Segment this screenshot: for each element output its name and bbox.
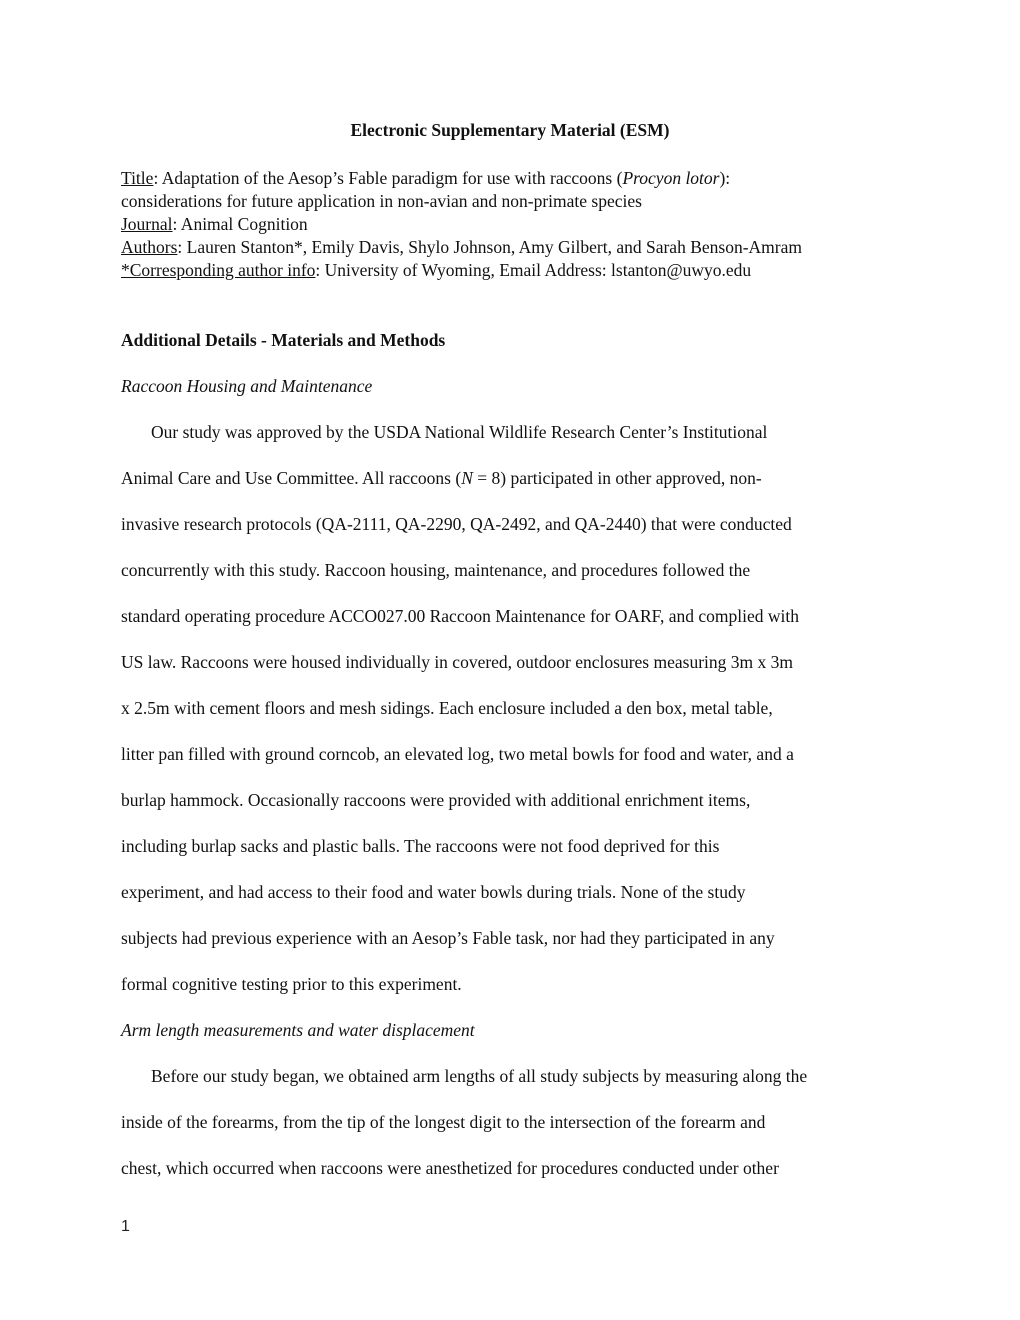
paragraph-line: experiment, and had access to their food and water bowls during trials. None of the study	[121, 882, 746, 902]
paragraph-line: burlap hammock. Occasionally raccoons were provided with additional enrichment items,	[121, 790, 751, 810]
paragraph-line: invasive research protocols (QA-2111, QA-2290, QA-2492, and QA-2440) that were conducted	[121, 514, 792, 534]
paragraph-line: Our study was approved by the USDA National Wildlife Research Center’s Institutional	[151, 422, 768, 442]
journal-line	[121, 213, 308, 235]
paragraph-line: subjects had previous experience with an Aesop’s Fable task, nor had they participated in any	[121, 928, 775, 948]
section-heading: Additional Details - Materials and Methods	[121, 330, 446, 350]
paragraph-text: Animal Care and Use Committee. All raccoons (	[121, 468, 462, 488]
paragraph-line: Before our study began, we obtained arm lengths of all study subjects by measuring along the	[151, 1066, 808, 1086]
subsection-heading-housing: Raccoon Housing and Maintenance	[121, 376, 373, 396]
paragraph-line: x 2.5m with cement floors and mesh sidings. Each enclosure included a den box, metal table,	[121, 698, 773, 718]
paragraph-text: = 8) participated in other approved, non-	[472, 468, 762, 488]
title-label: Title	[121, 168, 154, 188]
subsection-heading-arm-length: Arm length measurements and water displacement	[121, 1020, 475, 1040]
title-line	[121, 167, 730, 189]
title-text-end: ):	[719, 168, 731, 188]
paragraph-line: including burlap sacks and plastic balls. The raccoons were not food deprived for this	[121, 836, 720, 856]
paragraph-line: formal cognitive testing prior to this experiment.	[121, 974, 462, 994]
paragraph-line: US law. Raccoons were housed individually in covered, outdoor enclosures measuring 3m x 3m	[121, 652, 793, 672]
corresponding-label: *Corresponding author info	[121, 260, 316, 280]
corresponding-line	[121, 259, 751, 281]
authors-line	[121, 236, 802, 258]
authors-text: : Lauren Stanton*, Emily Davis, Shylo Johnson, Amy Gilbert, and Sarah Benson-Amram	[177, 237, 802, 257]
page-number: 1	[121, 1218, 130, 1235]
title-text: : Adaptation of the Aesop’s Fable paradigm for use with raccoons (	[153, 168, 623, 188]
sample-size-symbol: N	[461, 468, 473, 488]
journal-label: Journal	[121, 214, 173, 234]
paragraph-line	[121, 467, 762, 489]
authors-label: Authors	[121, 237, 178, 257]
paragraph-line: concurrently with this study. Raccoon housing, maintenance, and procedures followed the	[121, 560, 751, 580]
paragraph-line: litter pan filled with ground corncob, an elevated log, two metal bowls for food and water, and a	[121, 744, 794, 764]
title-line-2: considerations for future application in non-avian and non-primate species	[121, 191, 642, 211]
corresponding-text: : University of Wyoming, Email Address: lstanton@uwyo.edu	[315, 260, 752, 280]
journal-text: : Animal Cognition	[172, 214, 308, 234]
document-heading: Electronic Supplementary Material (ESM)	[350, 120, 670, 140]
paragraph-line: inside of the forearms, from the tip of the longest digit to the intersection of the forearm and	[121, 1112, 766, 1132]
title-species: Procyon lotor	[622, 168, 720, 188]
paragraph-line: standard operating procedure ACCO027.00 Raccoon Maintenance for OARF, and complied with	[121, 606, 800, 626]
paragraph-line: chest, which occurred when raccoons were anesthetized for procedures conducted under other	[121, 1158, 779, 1178]
